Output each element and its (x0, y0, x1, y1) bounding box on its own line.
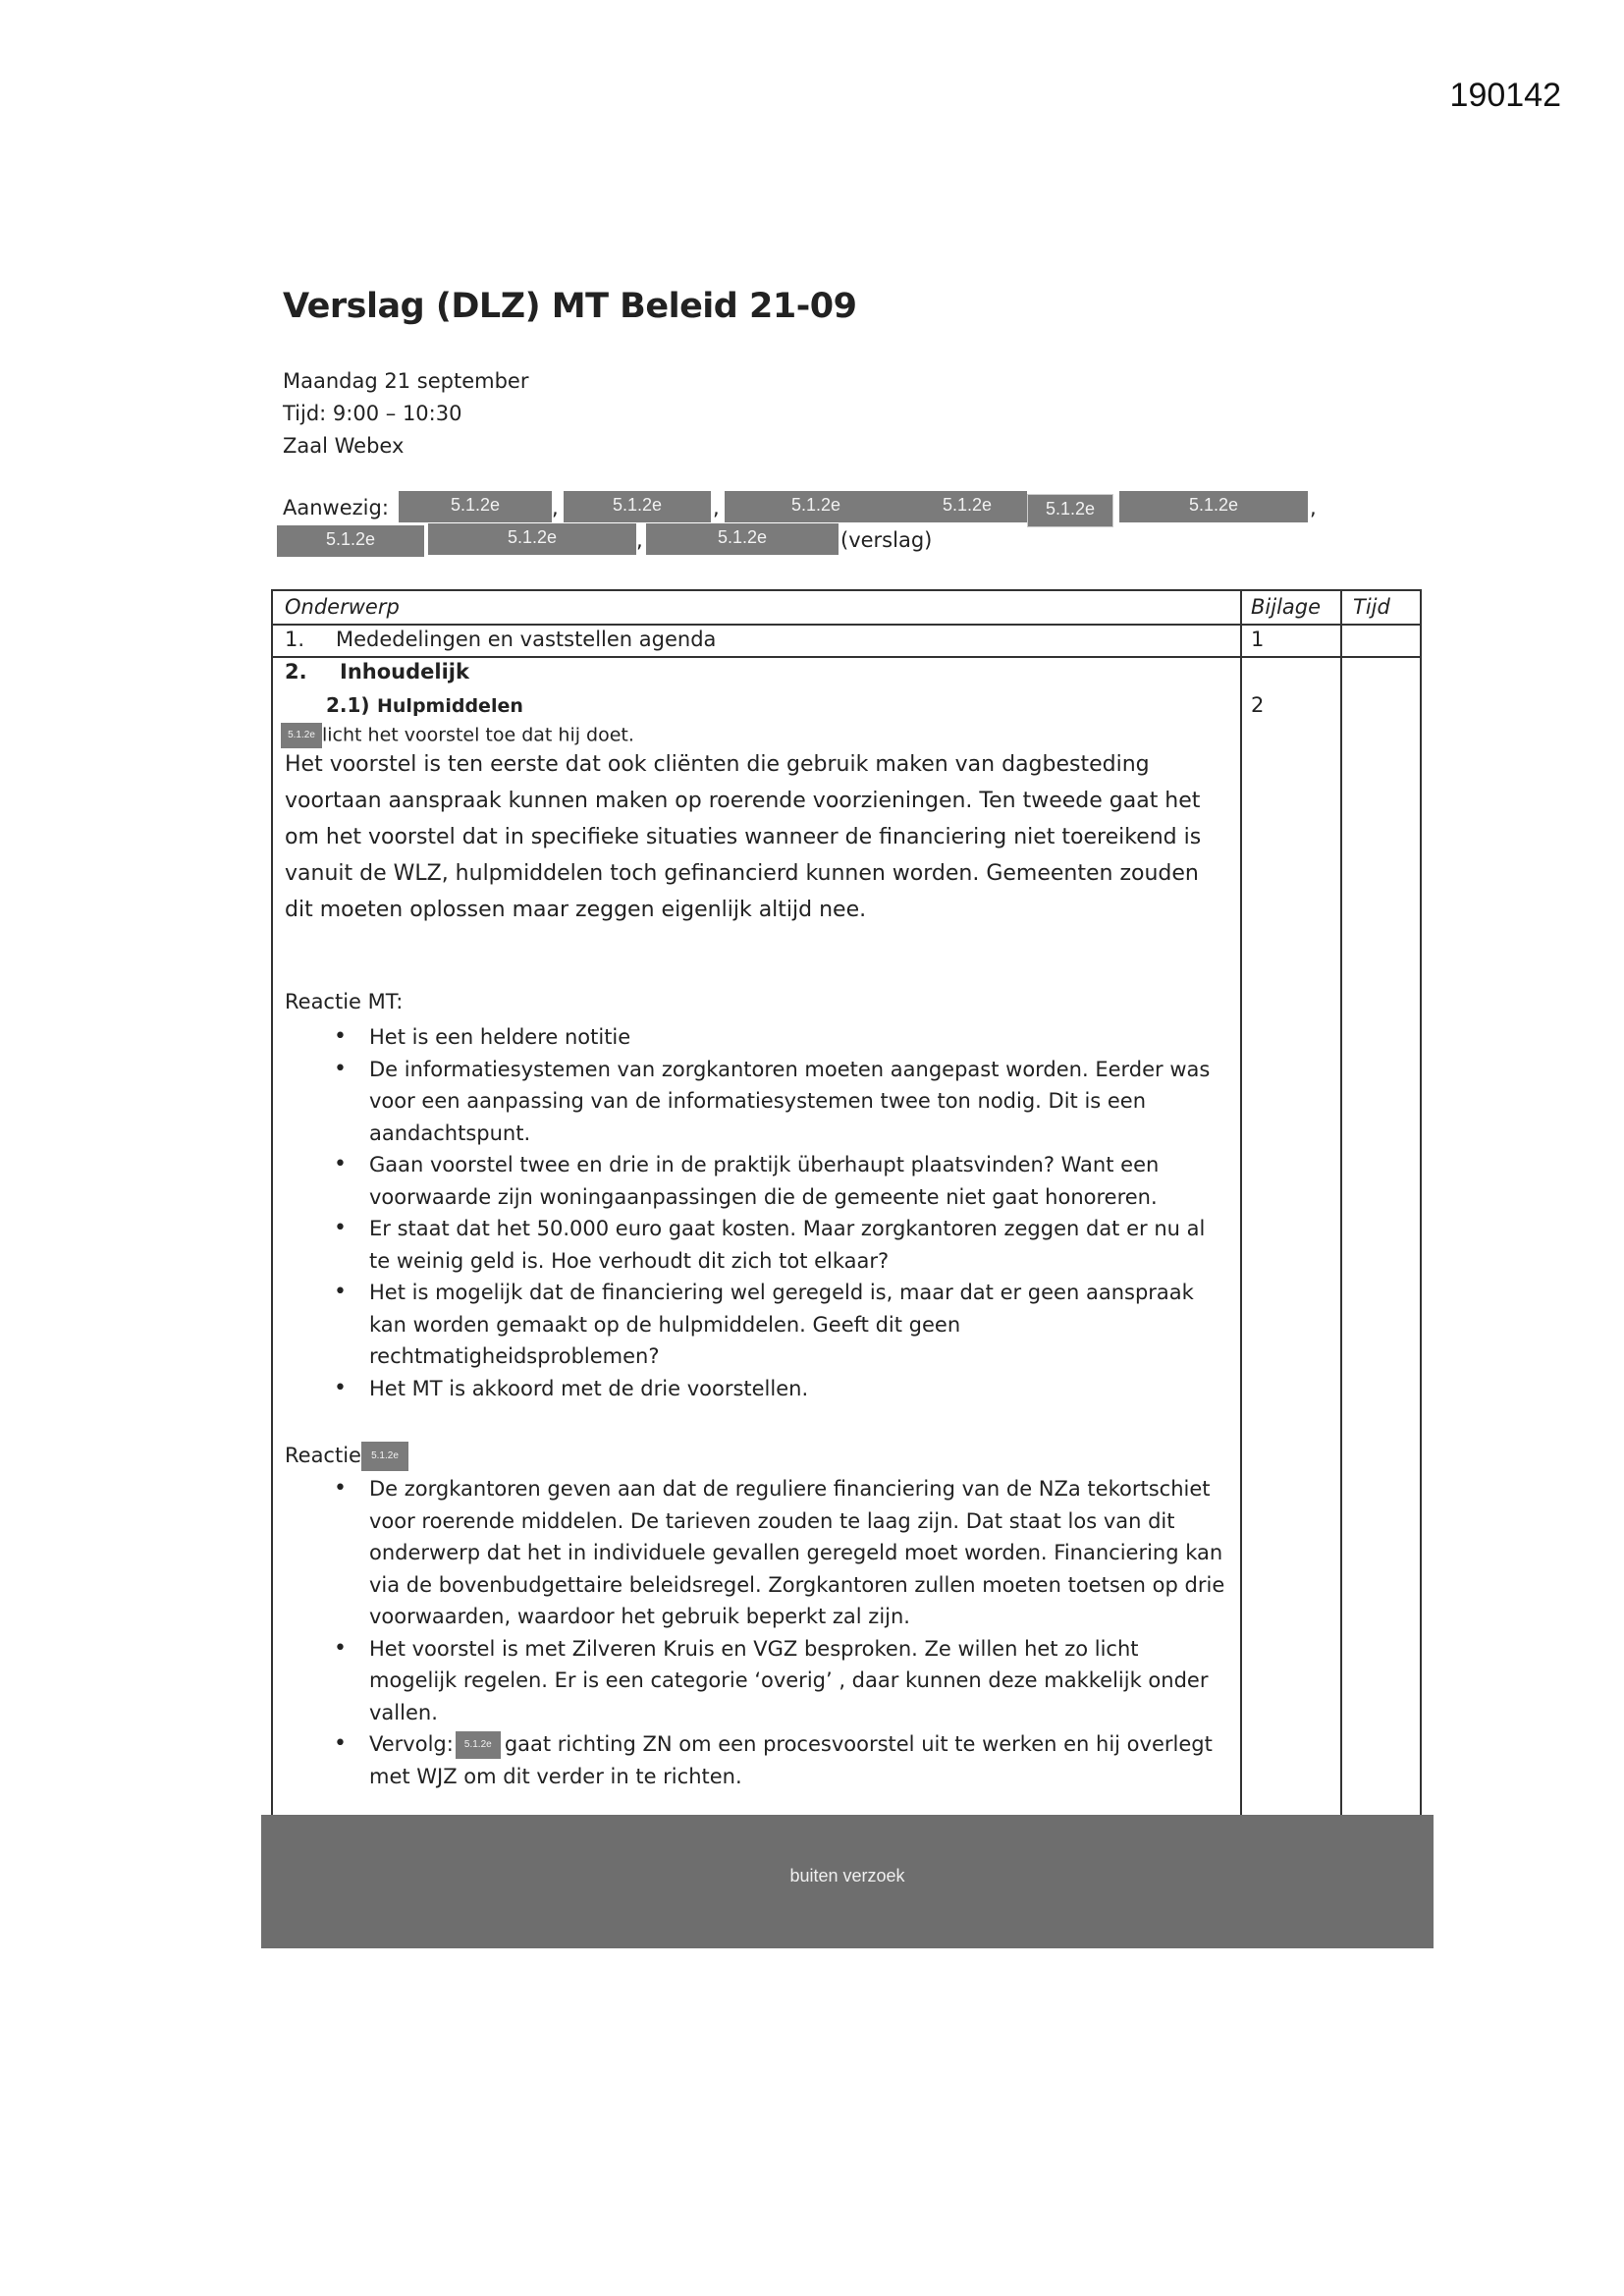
redaction-box: 5.1.2e (456, 1731, 501, 1759)
list-item: • Het voorstel is met Zilveren Kruis en VGZ besproken. Ze willen het zo licht mogelijk regelen. Er is een categorie ‘overig’ , daar kunnen deze makkelijk onder vallen. (285, 1633, 1227, 1729)
row1-subject: Mededelingen en vaststellen agenda (336, 628, 717, 651)
list-item (285, 1728, 1227, 1792)
header-subject: Onderwerp (285, 595, 400, 619)
redaction-box: 5.1.2e (277, 525, 424, 557)
comma: , (552, 496, 559, 519)
redaction-box: 5.1.2e (907, 491, 1027, 522)
redaction-block (261, 1815, 1434, 1948)
redaction-box: 5.1.2e (646, 523, 839, 555)
meeting-room: Zaal Webex (283, 434, 405, 458)
redaction-box: 5.1.2e (1119, 491, 1308, 522)
list-item: • Het is een heldere notitie (285, 1021, 1227, 1054)
reaction-mt-label: Reactie MT: (285, 990, 404, 1013)
section-number: 2.1) (326, 693, 370, 717)
row1-attachment: 1 (1251, 628, 1265, 651)
agenda-table (271, 589, 1422, 1815)
row1-number: 1. (285, 628, 305, 651)
vervolg-text: gaat richting ZN om een procesvoorstel uit te werken en hij overlegt met WJZ om dit verder in te richten. (369, 1732, 1213, 1788)
redaction-box: 5.1.2e (1027, 494, 1113, 527)
redaction-box: 5.1.2e (564, 491, 711, 522)
comma: , (1310, 496, 1317, 519)
redaction-box: 5.1.2e (281, 723, 322, 748)
list-item: • De informatiesystemen van zorgkantoren moeten aangepast worden. Eerder was voor een aanpassing van de informatiesystemen twee ton nodig. Dit is een aandachtspunt. (285, 1054, 1227, 1150)
reaction-mt-list (285, 1021, 1227, 1404)
reaction2-label: Reactie (285, 1444, 361, 1467)
intro-line (281, 723, 634, 748)
comma: , (636, 528, 643, 552)
reaction2-list (285, 1473, 1227, 1792)
row2-attachment: 2 (1251, 693, 1265, 717)
list-item: • Het is mogelijk dat de financiering wel geregeld is, maar dat er geen aanspraak kan worden gemaakt op de hulpmiddelen. Geeft dit geen rechtmatigheidsproblemen? (285, 1277, 1227, 1373)
reaction2-line (285, 1442, 408, 1471)
redaction-box: 5.1.2e (399, 491, 552, 522)
redaction-block-label: buiten verzoek (789, 1866, 905, 1886)
row2-subject: Inhoudelijk (340, 660, 469, 683)
meeting-date: Maandag 21 september (283, 369, 529, 393)
header-attachment: Bijlage (1251, 595, 1322, 619)
row2-number: 2. (285, 660, 307, 683)
redaction-box: 5.1.2e (725, 491, 907, 522)
vervolg-prefix: Vervolg: (369, 1732, 454, 1756)
section-title: Hulpmiddelen (377, 695, 523, 717)
redaction-box: 5.1.2e (428, 523, 636, 555)
list-item: • Gaan voorstel twee en drie in de praktijk überhaupt plaatsvinden? Want een voorwaarde zijn woningaanpassingen die de gemeente niet gaat honoreren. (285, 1149, 1227, 1213)
verslag-note: (verslag) (840, 528, 933, 552)
redaction-box: 5.1.2e (361, 1442, 408, 1471)
page-title: Verslag (DLZ) MT Beleid 21-09 (283, 287, 857, 326)
intro-text: licht het voorstel toe dat hij doet. (322, 724, 634, 746)
attendance-label: Aanwezig: (283, 496, 389, 519)
comma: , (713, 496, 720, 519)
proposal-paragraph: Het voorstel is ten eerste dat ook cliënten die gebruik maken van dagbesteding voortaan aanspraak kunnen maken op roerende voorzieningen. Ten tweede gaat het om het voorstel dat in specifieke situaties wanneer de financiering niet toereikend is vanuit de WLZ, hulpmiddelen toch gefinancierd kunnen worden. Gemeenten zouden dit moeten oplossen maar zeggen eigenlijk altijd nee. (285, 752, 1202, 922)
list-item: • Er staat dat het 50.000 euro gaat kosten. Maar zorgkantoren zeggen dat er nu al te weinig geld is. Hoe verhoudt dit zich tot elkaar? (285, 1213, 1227, 1277)
meeting-time: Tijd: 9:00 – 10:30 (283, 402, 462, 425)
document-id: 190142 (1449, 77, 1561, 114)
list-item: • De zorgkantoren geven aan dat de reguliere financiering van de NZa tekortschiet voor roerende middelen. De tarieven zouden te laag zijn. Dat staat los van dit onderwerp dat het in individuele gevallen geregeld moet worden. Financiering kan via de bovenbudgettaire beleidsregel. Zorgkantoren zullen moeten toetsen op drie voorwaarden, waardoor het gebruik beperkt zal zijn. (285, 1473, 1227, 1633)
header-time: Tijd (1353, 595, 1390, 619)
list-item: • Het MT is akkoord met de drie voorstellen. (285, 1373, 1227, 1405)
